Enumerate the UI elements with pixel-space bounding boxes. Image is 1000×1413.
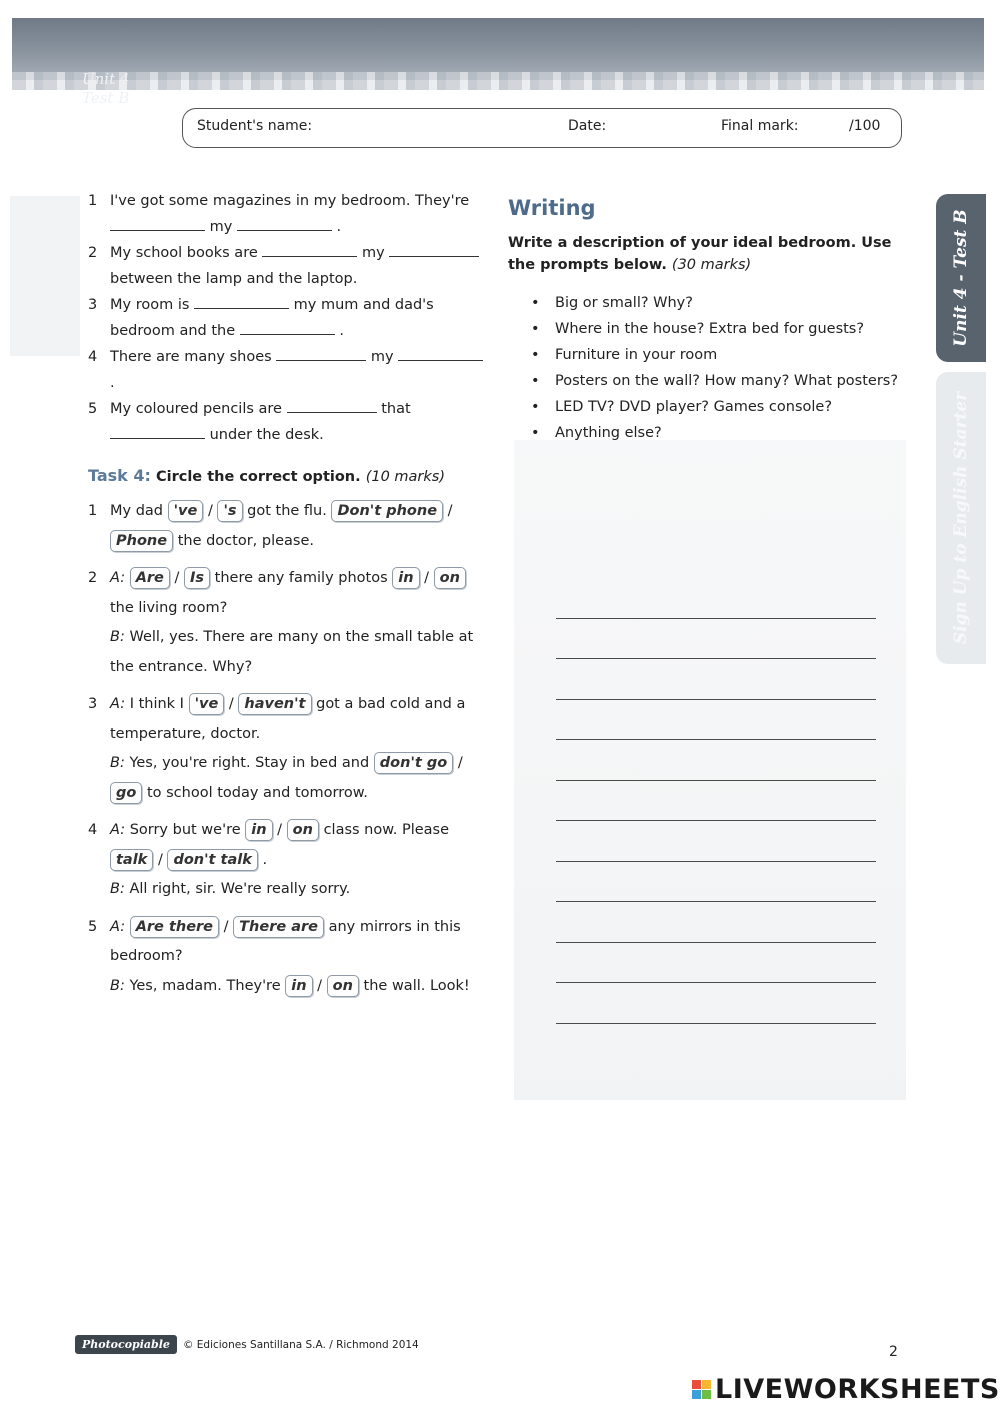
option-in[interactable]: in — [245, 819, 272, 841]
date-label: Date: — [568, 118, 607, 134]
option-there-are[interactable]: There are — [233, 916, 324, 938]
speaker-label: A: — [110, 918, 126, 935]
final-mark-label: Final mark: — [721, 118, 799, 134]
prompt-item: • Where in the house? Extra bed for guests? — [528, 316, 908, 342]
task3-item-4 — [88, 344, 488, 396]
task4-heading — [88, 466, 488, 485]
side-tab-label: Sign Up to English Starter — [951, 391, 971, 645]
option-separator: / — [457, 755, 463, 771]
option-separator: / — [277, 822, 283, 838]
instruction-text: Write a description of your ideal bedroom. Use the prompts below. — [508, 235, 892, 273]
item-text: under the desk. — [209, 427, 324, 443]
question-text: . — [262, 851, 268, 868]
speaker-label: B: — [110, 755, 125, 771]
option-separator: / — [223, 918, 229, 935]
task3-item-5 — [88, 396, 488, 448]
writing-line[interactable] — [556, 943, 876, 984]
option-on[interactable]: on — [327, 975, 359, 997]
item-number: 3 — [88, 297, 98, 313]
item-text: . — [336, 219, 342, 235]
task3-item-3 — [88, 292, 488, 344]
writing-line[interactable] — [556, 740, 876, 781]
question-text: I think I — [129, 696, 184, 712]
item-text: that — [381, 401, 411, 417]
watermark-text: LIVEWORKSHEETS — [715, 1374, 1000, 1405]
writing-instruction — [508, 232, 908, 276]
item-number: 5 — [88, 918, 98, 935]
left-column — [88, 188, 488, 1009]
writing-line[interactable] — [556, 619, 876, 660]
option-separator: / — [207, 503, 213, 519]
writing-line[interactable] — [556, 578, 876, 619]
writing-line[interactable] — [556, 700, 876, 741]
writing-line[interactable] — [556, 781, 876, 822]
item-text: My school books are — [110, 245, 258, 261]
option-go[interactable]: go — [110, 782, 142, 804]
writing-answer-lines — [556, 578, 876, 1024]
item-text: my — [361, 245, 385, 261]
item-text: between the lamp and the laptop. — [110, 271, 358, 287]
question-text: got the flu. — [247, 503, 327, 519]
speaker-label: A: — [110, 570, 126, 586]
item-number: 5 — [88, 401, 98, 417]
side-tab-label: Unit 4 - Test B — [951, 209, 971, 347]
speaker-label: A: — [110, 696, 126, 712]
option-dont-phone[interactable]: Don't phone — [331, 500, 443, 522]
question-text: My dad — [110, 503, 163, 519]
answer-blank[interactable] — [110, 216, 205, 231]
prompt-item: • Anything else? — [528, 420, 908, 446]
task4-question-3 — [88, 690, 488, 808]
answer-blank[interactable] — [276, 346, 366, 361]
answer-blank[interactable] — [110, 424, 205, 439]
item-number: 1 — [88, 193, 98, 209]
page-number: 2 — [889, 1344, 898, 1360]
faded-margin-area — [10, 196, 80, 356]
reply-text: Well, yes. There are many on the small table at the entrance. Why? — [110, 629, 474, 675]
liveworksheets-watermark — [692, 1374, 1000, 1405]
answer-blank[interactable] — [237, 216, 332, 231]
question-text: class now. Please — [323, 822, 450, 838]
side-tab-inactive — [936, 372, 986, 664]
task3-item-1 — [88, 188, 488, 240]
option-ve[interactable]: 've — [189, 693, 225, 715]
unit-tag: Unit 4 Test B — [82, 70, 130, 107]
option-on[interactable]: on — [287, 819, 319, 841]
task4-title: Circle the correct option. — [155, 469, 361, 485]
reply-text: Yes, you're right. Stay in bed and — [129, 755, 370, 771]
option-is[interactable]: Is — [184, 567, 210, 589]
item-number: 4 — [88, 349, 98, 365]
option-are[interactable]: Are — [130, 567, 170, 589]
copyright-text: © Ediciones Santillana S.A. / Richmond 2014 — [182, 1338, 419, 1351]
writing-title: Writing — [508, 196, 596, 220]
liveworksheets-logo-icon — [692, 1380, 711, 1399]
option-dont-go[interactable]: don't go — [374, 752, 453, 774]
answer-blank[interactable] — [398, 346, 483, 361]
prompt-item: • Furniture in your room — [528, 342, 908, 368]
task4-question-1 — [88, 497, 488, 556]
task4-question-2 — [88, 564, 488, 682]
item-number: 4 — [88, 822, 98, 838]
writing-section — [508, 196, 908, 446]
task4-question-4 — [88, 816, 488, 905]
option-in[interactable]: in — [285, 975, 312, 997]
speaker-label: B: — [110, 629, 125, 645]
writing-marks: (30 marks) — [671, 257, 752, 273]
speaker-label: B: — [110, 977, 125, 994]
reply-text: to school today and tomorrow. — [146, 784, 368, 801]
prompt-item: • LED TV? DVD player? Games console? — [528, 394, 908, 420]
item-number: 2 — [88, 570, 98, 586]
task4-marks: (10 marks) — [365, 469, 445, 485]
option-in[interactable]: in — [392, 567, 419, 589]
option-talk[interactable]: talk — [110, 849, 153, 871]
writing-line[interactable] — [556, 659, 876, 700]
writing-line[interactable] — [556, 983, 876, 1024]
reply-text: All right, sir. We're really sorry. — [129, 881, 351, 897]
answer-blank[interactable] — [262, 242, 357, 257]
final-mark-total: /100 — [849, 118, 881, 134]
option-ve[interactable]: 've — [168, 500, 204, 522]
question-text: there any family photos — [214, 570, 388, 586]
task4-question-5 — [88, 913, 488, 1002]
answer-blank[interactable] — [194, 294, 289, 309]
question-text: the living room? — [110, 599, 228, 616]
item-text: my mum and dad's — [293, 297, 434, 313]
option-havent[interactable]: haven't — [238, 693, 311, 715]
option-dont-talk[interactable]: don't talk — [167, 849, 257, 871]
item-text: bedroom and the — [110, 323, 236, 339]
option-separator: / — [228, 696, 234, 712]
option-separator: / — [157, 851, 163, 868]
writing-line[interactable] — [556, 902, 876, 943]
footer — [75, 1335, 419, 1354]
speaker-label: B: — [110, 881, 125, 897]
item-text: . — [339, 323, 344, 339]
task4-label: Task 4: — [88, 466, 151, 485]
option-on[interactable]: on — [434, 567, 466, 589]
question-text: got a bad cold and a temperature, doctor. — [110, 696, 466, 742]
option-separator: / — [174, 570, 180, 586]
task3-item-2 — [88, 240, 488, 292]
answer-blank[interactable] — [240, 320, 335, 335]
item-text: My coloured pencils are — [110, 401, 282, 417]
question-text: the doctor, please. — [177, 532, 315, 549]
reply-text: the wall. Look! — [363, 977, 470, 994]
item-text: . — [110, 375, 115, 391]
option-phone[interactable]: Phone — [110, 530, 173, 552]
prompt-item: • Posters on the wall? How many? What posters? — [528, 368, 908, 394]
side-tab-active — [936, 194, 986, 362]
item-text: my — [209, 219, 233, 235]
writing-line[interactable] — [556, 862, 876, 903]
question-text: any mirrors in this bedroom? — [110, 918, 461, 964]
writing-line[interactable] — [556, 821, 876, 862]
prompt-item: • Big or small? Why? — [528, 290, 908, 316]
option-s[interactable]: 's — [217, 500, 242, 522]
answer-blank[interactable] — [389, 242, 479, 257]
banner-torn-edge — [12, 72, 984, 90]
option-separator: / — [424, 570, 430, 586]
speaker-label: A: — [110, 822, 126, 838]
option-separator: / — [317, 977, 323, 994]
item-text: my — [370, 349, 394, 365]
reply-text: Yes, madam. They're — [129, 977, 281, 994]
item-number: 3 — [88, 696, 98, 712]
item-text: My room is — [110, 297, 190, 313]
header-banner — [12, 18, 984, 80]
item-text: I've got some magazines in my bedroom. They're — [110, 193, 470, 209]
prompt-list — [508, 290, 908, 446]
item-text: There are many shoes — [110, 349, 272, 365]
photocopiable-badge: Photocopiable — [75, 1335, 177, 1354]
option-separator: / — [447, 503, 453, 519]
option-are-there[interactable]: Are there — [130, 916, 219, 938]
answer-blank[interactable] — [287, 398, 377, 413]
item-number: 2 — [88, 245, 98, 261]
student-name-label: Student's name: — [197, 118, 313, 134]
question-text: Sorry but we're — [129, 822, 241, 838]
student-info-box — [182, 108, 902, 148]
item-number: 1 — [88, 503, 98, 519]
